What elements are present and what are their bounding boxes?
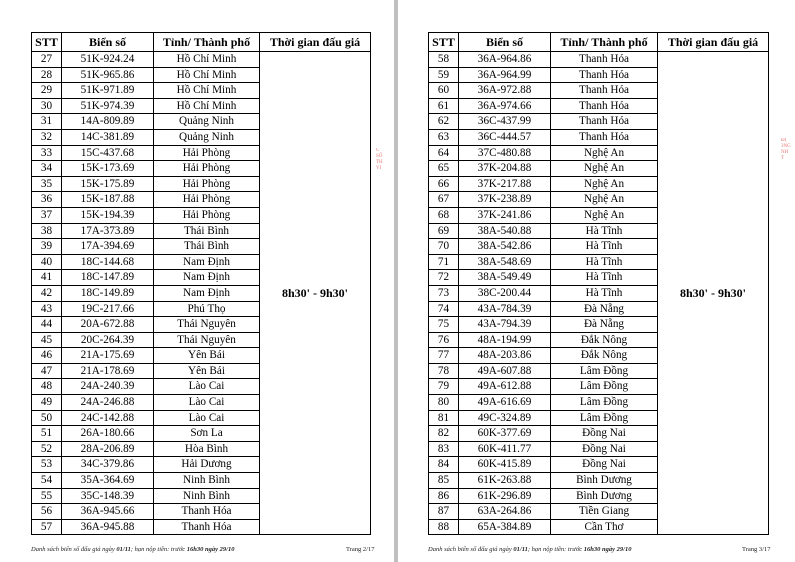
stt-cell: 42	[32, 285, 62, 301]
province-cell: Đà Nẵng	[551, 301, 658, 317]
stt-cell: 60	[429, 83, 459, 99]
province-cell: Lào Cai	[154, 379, 260, 395]
stt-cell: 54	[32, 473, 62, 489]
plate-cell: 36A-945.88	[62, 519, 154, 535]
stt-cell: 51	[32, 426, 62, 442]
plate-cell: 14C-381.89	[62, 129, 154, 145]
footer-note: Danh sách biển số đấu giá ngày 01/11; hạn nộp tiền: trước 16h30 ngày 29/10	[428, 546, 632, 553]
stt-cell: 79	[429, 379, 459, 395]
stt-cell: 70	[429, 239, 459, 255]
plate-cell: 51K-924.24	[62, 52, 154, 68]
stt-cell: 38	[32, 223, 62, 239]
plate-cell: 26A-180.66	[62, 426, 154, 442]
table-row	[429, 52, 769, 68]
stt-cell: 43	[32, 301, 62, 317]
stt-cell: 62	[429, 114, 459, 130]
header-province: Tỉnh/ Thành phố	[551, 33, 658, 52]
stt-cell: 37	[32, 207, 62, 223]
plate-cell: 36A-972.88	[459, 83, 551, 99]
stt-cell: 68	[429, 207, 459, 223]
plate-cell: 61K-263.88	[459, 473, 551, 489]
page-number: Trang 2/17	[346, 546, 375, 553]
stt-cell: 45	[32, 332, 62, 348]
plate-cell: 51K-965.86	[62, 67, 154, 83]
province-cell: Đồng Nai	[551, 441, 658, 457]
province-cell: Yên Bái	[154, 363, 260, 379]
province-cell: Thái Nguyên	[154, 317, 260, 333]
stt-cell: 63	[429, 129, 459, 145]
stt-cell: 52	[32, 441, 62, 457]
table-body-left	[32, 52, 371, 535]
plate-cell: 37K-238.89	[459, 192, 551, 208]
table-header-row	[429, 33, 769, 52]
province-cell: Hải Phòng	[154, 161, 260, 177]
province-cell: Thanh Hóa	[551, 67, 658, 83]
stamp-mark: ĐỊ 3NG NH T	[781, 138, 791, 161]
stt-cell: 73	[429, 285, 459, 301]
stt-cell: 59	[429, 67, 459, 83]
stt-cell: 83	[429, 441, 459, 457]
stt-cell: 30	[32, 98, 62, 114]
stt-cell: 85	[429, 473, 459, 489]
plate-cell: 36A-964.99	[459, 67, 551, 83]
plate-cell: 37K-241.86	[459, 207, 551, 223]
plate-cell: 61K-296.89	[459, 488, 551, 504]
province-cell: Nam Định	[154, 270, 260, 286]
plate-cell: 43A-794.39	[459, 317, 551, 333]
stt-cell: 50	[32, 410, 62, 426]
plate-cell: 14A-809.89	[62, 114, 154, 130]
stt-cell: 86	[429, 488, 459, 504]
plate-cell: 36A-974.66	[459, 98, 551, 114]
document-page-left	[0, 0, 394, 562]
province-cell: Hải Phòng	[154, 192, 260, 208]
stt-cell: 71	[429, 254, 459, 270]
stt-cell: 57	[32, 519, 62, 535]
plate-cell: 60K-377.69	[459, 426, 551, 442]
province-cell: Hà Tĩnh	[551, 270, 658, 286]
time-slot-cell: 8h30' - 9h30'	[658, 52, 769, 535]
province-cell: Ninh Bình	[154, 473, 260, 489]
stt-cell: 80	[429, 395, 459, 411]
stt-cell: 44	[32, 317, 62, 333]
plate-cell: 51K-971.89	[62, 83, 154, 99]
stamp-mark: C SỐ TH VI	[376, 148, 383, 171]
stt-cell: 69	[429, 223, 459, 239]
province-cell: Thái Bình	[154, 239, 260, 255]
province-cell: Tiền Giang	[551, 504, 658, 520]
plate-cell: 49A-607.88	[459, 363, 551, 379]
province-cell: Hải Phòng	[154, 145, 260, 161]
stt-cell: 74	[429, 301, 459, 317]
plate-cell: 49A-612.88	[459, 379, 551, 395]
stt-cell: 67	[429, 192, 459, 208]
stt-cell: 35	[32, 176, 62, 192]
plate-cell: 38A-548.69	[459, 254, 551, 270]
plate-cell: 38A-542.86	[459, 239, 551, 255]
plate-cell: 24A-240.39	[62, 379, 154, 395]
page-number: Trang 3/17	[742, 546, 771, 553]
stt-cell: 39	[32, 239, 62, 255]
stt-cell: 53	[32, 457, 62, 473]
header-stt: STT	[32, 33, 62, 52]
province-cell: Lào Cai	[154, 395, 260, 411]
stt-cell: 28	[32, 67, 62, 83]
province-cell: Đắk Nông	[551, 348, 658, 364]
stt-cell: 64	[429, 145, 459, 161]
province-cell: Hồ Chí Minh	[154, 52, 260, 68]
province-cell: Sơn La	[154, 426, 260, 442]
plate-cell: 18C-144.68	[62, 254, 154, 270]
table-header-row	[32, 33, 371, 52]
province-cell: Thanh Hóa	[551, 83, 658, 99]
province-cell: Hồ Chí Minh	[154, 83, 260, 99]
plate-cell: 37K-204.88	[459, 161, 551, 177]
plate-cell: 24C-142.88	[62, 410, 154, 426]
province-cell: Hải Dương	[154, 457, 260, 473]
header-plate: Biển số	[459, 33, 551, 52]
province-cell: Nghệ An	[551, 207, 658, 223]
table-row	[32, 52, 371, 68]
province-cell: Quảng Ninh	[154, 129, 260, 145]
stt-cell: 78	[429, 363, 459, 379]
stt-cell: 27	[32, 52, 62, 68]
plate-cell: 18C-149.89	[62, 285, 154, 301]
province-cell: Đồng Nai	[551, 426, 658, 442]
province-cell: Hà Tĩnh	[551, 239, 658, 255]
plate-table-left	[31, 32, 371, 535]
time-slot-cell: 8h30' - 9h30'	[260, 52, 371, 535]
table-body-right	[429, 52, 769, 535]
plate-cell: 36A-945.66	[62, 504, 154, 520]
stt-cell: 66	[429, 176, 459, 192]
stt-cell: 58	[429, 52, 459, 68]
plate-cell: 15K-194.39	[62, 207, 154, 223]
stt-cell: 76	[429, 332, 459, 348]
stt-cell: 49	[32, 395, 62, 411]
province-cell: Nam Định	[154, 285, 260, 301]
stt-cell: 75	[429, 317, 459, 333]
province-cell: Thanh Hóa	[551, 129, 658, 145]
province-cell: Lâm Đồng	[551, 395, 658, 411]
plate-cell: 36A-964.86	[459, 52, 551, 68]
header-stt: STT	[429, 33, 459, 52]
province-cell: Nghệ An	[551, 176, 658, 192]
plate-cell: 60K-411.77	[459, 441, 551, 457]
stt-cell: 61	[429, 98, 459, 114]
plate-cell: 15K-187.88	[62, 192, 154, 208]
plate-cell: 49A-616.69	[459, 395, 551, 411]
footer-note: Danh sách biển số đấu giá ngày 01/11; hạn nộp tiền: trước 16h30 ngày 29/10	[31, 546, 235, 553]
plate-cell: 21A-175.69	[62, 348, 154, 364]
plate-cell: 19C-217.66	[62, 301, 154, 317]
header-time: Thời gian đấu giá	[658, 33, 769, 52]
province-cell: Hải Phòng	[154, 207, 260, 223]
province-cell: Hải Phòng	[154, 176, 260, 192]
province-cell: Hà Tĩnh	[551, 285, 658, 301]
stt-cell: 31	[32, 114, 62, 130]
plate-cell: 24A-246.88	[62, 395, 154, 411]
province-cell: Thanh Hóa	[551, 98, 658, 114]
province-cell: Hồ Chí Minh	[154, 98, 260, 114]
stt-cell: 65	[429, 161, 459, 177]
plate-cell: 48A-203.86	[459, 348, 551, 364]
plate-cell: 37C-480.88	[459, 145, 551, 161]
plate-cell: 38C-200.44	[459, 285, 551, 301]
plate-cell: 21A-178.69	[62, 363, 154, 379]
stt-cell: 55	[32, 488, 62, 504]
plate-cell: 48A-194.99	[459, 332, 551, 348]
plate-cell: 36C-444.57	[459, 129, 551, 145]
plate-cell: 35A-364.69	[62, 473, 154, 489]
stt-cell: 41	[32, 270, 62, 286]
province-cell: Lào Cai	[154, 410, 260, 426]
stt-cell: 56	[32, 504, 62, 520]
province-cell: Lâm Đồng	[551, 379, 658, 395]
plate-cell: 36C-437.99	[459, 114, 551, 130]
plate-cell: 20C-264.39	[62, 332, 154, 348]
plate-cell: 49C-324.89	[459, 410, 551, 426]
plate-cell: 38A-540.88	[459, 223, 551, 239]
province-cell: Quảng Ninh	[154, 114, 260, 130]
province-cell: Lâm Đồng	[551, 410, 658, 426]
province-cell: Thái Bình	[154, 223, 260, 239]
plate-cell: 51K-974.39	[62, 98, 154, 114]
province-cell: Hà Tĩnh	[551, 254, 658, 270]
province-cell: Đà Nẵng	[551, 317, 658, 333]
province-cell: Nghệ An	[551, 145, 658, 161]
province-cell: Thanh Hóa	[154, 504, 260, 520]
stt-cell: 48	[32, 379, 62, 395]
stt-cell: 29	[32, 83, 62, 99]
stt-cell: 40	[32, 254, 62, 270]
stt-cell: 32	[32, 129, 62, 145]
province-cell: Nam Định	[154, 254, 260, 270]
stt-cell: 84	[429, 457, 459, 473]
province-cell: Thái Nguyên	[154, 332, 260, 348]
province-cell: Phú Thọ	[154, 301, 260, 317]
province-cell: Cần Thơ	[551, 519, 658, 535]
province-cell: Nghệ An	[551, 192, 658, 208]
plate-cell: 18C-147.89	[62, 270, 154, 286]
province-cell: Lâm Đồng	[551, 363, 658, 379]
header-time: Thời gian đấu giá	[260, 33, 371, 52]
plate-cell: 15K-175.89	[62, 176, 154, 192]
province-cell: Bình Dương	[551, 488, 658, 504]
plate-cell: 63A-264.86	[459, 504, 551, 520]
province-cell: Nghệ An	[551, 161, 658, 177]
plate-cell: 43A-784.39	[459, 301, 551, 317]
plate-cell: 17A-373.89	[62, 223, 154, 239]
plate-cell: 35C-148.39	[62, 488, 154, 504]
province-cell: Hồ Chí Minh	[154, 67, 260, 83]
stt-cell: 72	[429, 270, 459, 286]
province-cell: Thanh Hóa	[551, 114, 658, 130]
stt-cell: 88	[429, 519, 459, 535]
province-cell: Đắk Nông	[551, 332, 658, 348]
plate-cell: 28A-206.89	[62, 441, 154, 457]
plate-cell: 37K-217.88	[459, 176, 551, 192]
province-cell: Yên Bái	[154, 348, 260, 364]
plate-cell: 17A-394.69	[62, 239, 154, 255]
document-page-right	[398, 0, 795, 562]
stt-cell: 87	[429, 504, 459, 520]
stt-cell: 33	[32, 145, 62, 161]
header-plate: Biển số	[62, 33, 154, 52]
province-cell: Ninh Bình	[154, 488, 260, 504]
stt-cell: 36	[32, 192, 62, 208]
province-cell: Thanh Hóa	[154, 519, 260, 535]
plate-cell: 38A-549.49	[459, 270, 551, 286]
plate-cell: 15K-173.69	[62, 161, 154, 177]
plate-cell: 20A-672.88	[62, 317, 154, 333]
province-cell: Hà Tĩnh	[551, 223, 658, 239]
stt-cell: 77	[429, 348, 459, 364]
stt-cell: 34	[32, 161, 62, 177]
plate-cell: 34C-379.86	[62, 457, 154, 473]
stt-cell: 47	[32, 363, 62, 379]
province-cell: Thanh Hóa	[551, 52, 658, 68]
plate-cell: 60K-415.89	[459, 457, 551, 473]
province-cell: Bình Dương	[551, 473, 658, 489]
stt-cell: 46	[32, 348, 62, 364]
header-province: Tỉnh/ Thành phố	[154, 33, 260, 52]
plate-table-right	[428, 32, 769, 535]
province-cell: Đồng Nai	[551, 457, 658, 473]
plate-cell: 15C-437.68	[62, 145, 154, 161]
stt-cell: 82	[429, 426, 459, 442]
plate-cell: 65A-384.89	[459, 519, 551, 535]
province-cell: Hòa Bình	[154, 441, 260, 457]
stt-cell: 81	[429, 410, 459, 426]
